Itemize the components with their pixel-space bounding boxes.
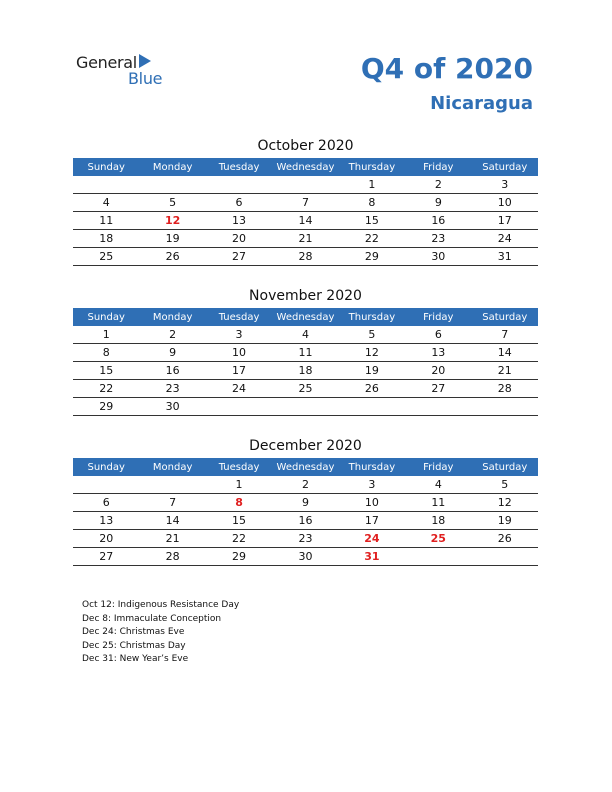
day-cell: 3 bbox=[339, 476, 405, 494]
day-cell: 8 bbox=[73, 344, 139, 362]
day-cell: 19 bbox=[339, 362, 405, 380]
weekday-header: Friday bbox=[405, 308, 471, 326]
weekday-header: Thursday bbox=[339, 158, 405, 176]
day-cell: 18 bbox=[73, 230, 139, 248]
day-cell: 5 bbox=[339, 326, 405, 344]
week-row bbox=[73, 476, 538, 494]
day-cell: 13 bbox=[73, 512, 139, 530]
day-cell: 18 bbox=[272, 362, 338, 380]
empty-cell bbox=[139, 476, 205, 494]
weekday-header: Tuesday bbox=[206, 458, 272, 476]
empty-cell bbox=[405, 548, 471, 566]
week-row bbox=[73, 398, 538, 416]
holiday-list bbox=[82, 599, 239, 667]
day-cell: 1 bbox=[339, 176, 405, 194]
day-cell: 2 bbox=[405, 176, 471, 194]
logo-triangle-icon bbox=[139, 54, 151, 68]
day-cell: 7 bbox=[139, 494, 205, 512]
holiday-day-cell: 25 bbox=[405, 530, 471, 548]
weekday-header: Wednesday bbox=[272, 308, 338, 326]
month-november bbox=[73, 286, 538, 416]
day-cell: 2 bbox=[272, 476, 338, 494]
holiday-day-cell: 31 bbox=[339, 548, 405, 566]
day-cell: 1 bbox=[206, 476, 272, 494]
day-cell: 31 bbox=[472, 248, 538, 266]
day-cell: 28 bbox=[272, 248, 338, 266]
day-cell: 5 bbox=[472, 476, 538, 494]
weekday-header-row bbox=[73, 308, 538, 326]
empty-cell bbox=[206, 176, 272, 194]
day-cell: 10 bbox=[339, 494, 405, 512]
day-cell: 11 bbox=[405, 494, 471, 512]
day-cell: 23 bbox=[405, 230, 471, 248]
day-cell: 29 bbox=[339, 248, 405, 266]
empty-cell bbox=[139, 176, 205, 194]
day-cell: 15 bbox=[73, 362, 139, 380]
weekday-header: Wednesday bbox=[272, 458, 338, 476]
week-row bbox=[73, 248, 538, 266]
day-cell: 4 bbox=[73, 194, 139, 212]
weekday-header: Saturday bbox=[472, 308, 538, 326]
day-cell: 7 bbox=[472, 326, 538, 344]
month-october bbox=[73, 136, 538, 266]
day-cell: 9 bbox=[139, 344, 205, 362]
empty-cell bbox=[272, 176, 338, 194]
day-cell: 14 bbox=[272, 212, 338, 230]
day-cell: 22 bbox=[206, 530, 272, 548]
day-cell: 3 bbox=[206, 326, 272, 344]
day-cell: 28 bbox=[139, 548, 205, 566]
month-title: December 2020 bbox=[249, 438, 362, 454]
day-cell: 28 bbox=[472, 380, 538, 398]
holiday-day-cell: 8 bbox=[206, 494, 272, 512]
weekday-header: Tuesday bbox=[206, 158, 272, 176]
day-cell: 16 bbox=[405, 212, 471, 230]
week-row bbox=[73, 230, 538, 248]
day-cell: 26 bbox=[139, 248, 205, 266]
day-cell: 21 bbox=[139, 530, 205, 548]
day-cell: 26 bbox=[339, 380, 405, 398]
day-cell: 25 bbox=[272, 380, 338, 398]
day-cell: 21 bbox=[272, 230, 338, 248]
day-cell: 1 bbox=[73, 326, 139, 344]
weekday-header-row bbox=[73, 458, 538, 476]
day-cell: 12 bbox=[472, 494, 538, 512]
day-cell: 20 bbox=[405, 362, 471, 380]
week-row bbox=[73, 194, 538, 212]
day-cell: 30 bbox=[405, 248, 471, 266]
weekday-header-row bbox=[73, 158, 538, 176]
weekday-header: Friday bbox=[405, 158, 471, 176]
day-cell: 22 bbox=[339, 230, 405, 248]
empty-cell bbox=[472, 548, 538, 566]
day-cell: 14 bbox=[472, 344, 538, 362]
day-cell: 19 bbox=[139, 230, 205, 248]
country-name: Nicaragua bbox=[430, 93, 533, 114]
week-row bbox=[73, 512, 538, 530]
day-cell: 27 bbox=[73, 548, 139, 566]
weekday-header: Wednesday bbox=[272, 158, 338, 176]
month-title: November 2020 bbox=[249, 288, 362, 304]
weekday-header: Sunday bbox=[73, 458, 139, 476]
day-cell: 25 bbox=[73, 248, 139, 266]
day-cell: 2 bbox=[139, 326, 205, 344]
day-cell: 16 bbox=[139, 362, 205, 380]
day-cell: 23 bbox=[139, 380, 205, 398]
weekday-header: Monday bbox=[139, 458, 205, 476]
weekday-header: Sunday bbox=[73, 158, 139, 176]
day-cell: 5 bbox=[139, 194, 205, 212]
day-cell: 17 bbox=[206, 362, 272, 380]
day-cell: 6 bbox=[405, 326, 471, 344]
calendar-grid bbox=[73, 158, 538, 266]
day-cell: 17 bbox=[472, 212, 538, 230]
week-row bbox=[73, 212, 538, 230]
day-cell: 14 bbox=[139, 512, 205, 530]
empty-cell bbox=[472, 398, 538, 416]
day-cell: 29 bbox=[73, 398, 139, 416]
weekday-header: Monday bbox=[139, 308, 205, 326]
week-row bbox=[73, 494, 538, 512]
empty-cell bbox=[73, 176, 139, 194]
generalblue-logo bbox=[76, 53, 176, 87]
day-cell: 24 bbox=[206, 380, 272, 398]
week-row bbox=[73, 380, 538, 398]
empty-cell bbox=[206, 398, 272, 416]
day-cell: 15 bbox=[339, 212, 405, 230]
empty-cell bbox=[339, 398, 405, 416]
holiday-item: Dec 8: Immaculate Conception bbox=[82, 613, 222, 624]
weekday-header: Tuesday bbox=[206, 308, 272, 326]
day-cell: 27 bbox=[206, 248, 272, 266]
week-row bbox=[73, 326, 538, 344]
weekday-header: Friday bbox=[405, 458, 471, 476]
holiday-item: Dec 31: New Year’s Eve bbox=[82, 654, 189, 664]
day-cell: 7 bbox=[272, 194, 338, 212]
weekday-header: Sunday bbox=[73, 308, 139, 326]
day-cell: 30 bbox=[272, 548, 338, 566]
day-cell: 21 bbox=[472, 362, 538, 380]
day-cell: 6 bbox=[206, 194, 272, 212]
day-cell: 19 bbox=[472, 512, 538, 530]
day-cell: 17 bbox=[339, 512, 405, 530]
empty-cell bbox=[405, 398, 471, 416]
day-cell: 27 bbox=[405, 380, 471, 398]
week-row bbox=[73, 176, 538, 194]
day-cell: 20 bbox=[206, 230, 272, 248]
day-cell: 6 bbox=[73, 494, 139, 512]
day-cell: 18 bbox=[405, 512, 471, 530]
week-row bbox=[73, 344, 538, 362]
calendar-grid bbox=[73, 308, 538, 416]
logo-text-general: General bbox=[76, 53, 137, 72]
week-row bbox=[73, 548, 538, 566]
day-cell: 20 bbox=[73, 530, 139, 548]
holiday-item: Dec 24: Christmas Eve bbox=[82, 627, 185, 637]
week-row bbox=[73, 362, 538, 380]
day-cell: 24 bbox=[472, 230, 538, 248]
day-cell: 22 bbox=[73, 380, 139, 398]
day-cell: 11 bbox=[272, 344, 338, 362]
weekday-header: Thursday bbox=[339, 458, 405, 476]
holiday-item: Oct 12: Indigenous Resistance Day bbox=[82, 600, 240, 610]
day-cell: 13 bbox=[206, 212, 272, 230]
empty-cell bbox=[73, 476, 139, 494]
day-cell: 12 bbox=[339, 344, 405, 362]
day-cell: 26 bbox=[472, 530, 538, 548]
holiday-day-cell: 12 bbox=[139, 212, 205, 230]
day-cell: 8 bbox=[339, 194, 405, 212]
day-cell: 13 bbox=[405, 344, 471, 362]
weekday-header: Monday bbox=[139, 158, 205, 176]
logo-text-blue: Blue bbox=[128, 69, 163, 88]
day-cell: 9 bbox=[272, 494, 338, 512]
day-cell: 16 bbox=[272, 512, 338, 530]
weekday-header: Saturday bbox=[472, 458, 538, 476]
weekday-header: Thursday bbox=[339, 308, 405, 326]
day-cell: 11 bbox=[73, 212, 139, 230]
day-cell: 10 bbox=[472, 194, 538, 212]
day-cell: 10 bbox=[206, 344, 272, 362]
day-cell: 15 bbox=[206, 512, 272, 530]
month-december bbox=[73, 436, 538, 566]
day-cell: 29 bbox=[206, 548, 272, 566]
weekday-header: Saturday bbox=[472, 158, 538, 176]
day-cell: 4 bbox=[272, 326, 338, 344]
empty-cell bbox=[272, 398, 338, 416]
page-title: Q4 of 2020 bbox=[360, 52, 533, 85]
month-title: October 2020 bbox=[257, 138, 354, 154]
holiday-item: Dec 25: Christmas Day bbox=[82, 640, 186, 651]
day-cell: 30 bbox=[139, 398, 205, 416]
day-cell: 9 bbox=[405, 194, 471, 212]
day-cell: 3 bbox=[472, 176, 538, 194]
calendar-grid bbox=[73, 458, 538, 566]
holiday-day-cell: 24 bbox=[339, 530, 405, 548]
day-cell: 23 bbox=[272, 530, 338, 548]
week-row bbox=[73, 530, 538, 548]
day-cell: 4 bbox=[405, 476, 471, 494]
